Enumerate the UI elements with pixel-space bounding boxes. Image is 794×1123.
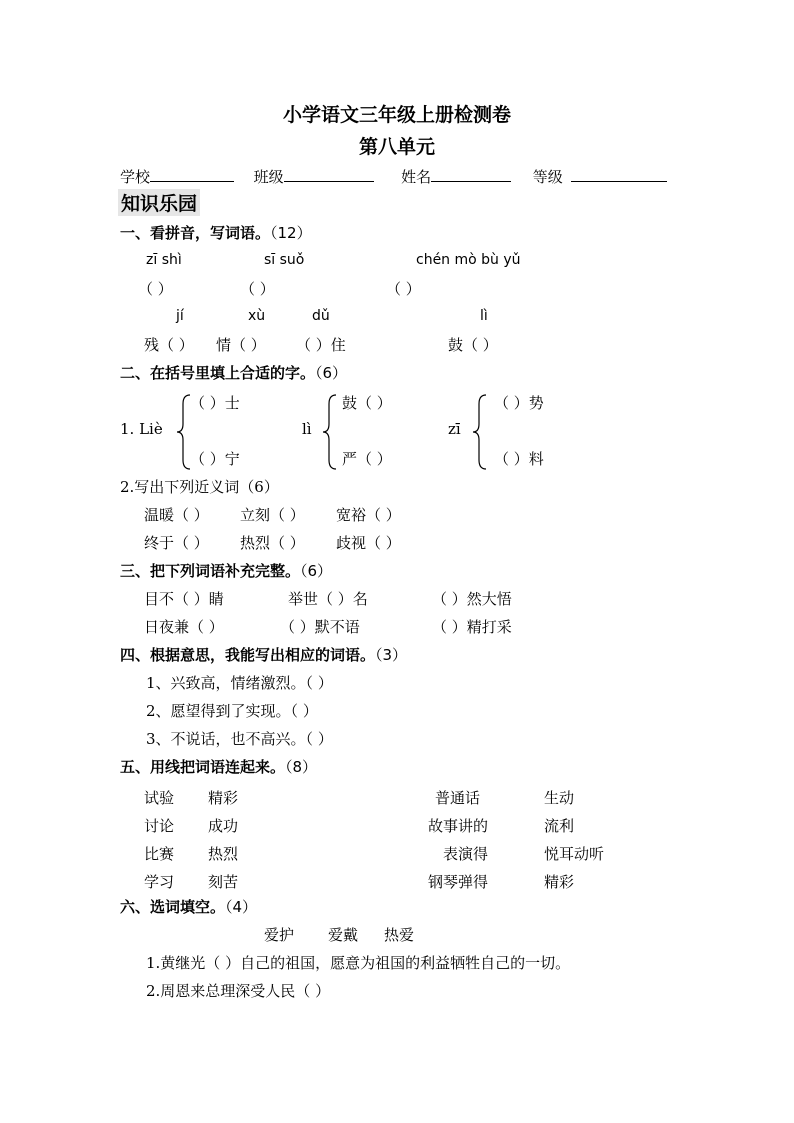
answer-box-3[interactable]: （ ） <box>386 280 421 298</box>
section-6-title: 六、选词填空。（4） <box>120 898 258 916</box>
meaning-1[interactable]: 1、兴致高，情绪激烈。（ ） <box>146 674 333 692</box>
g1-item-1[interactable]: （ ）士 <box>190 394 240 412</box>
match-item[interactable]: 学习 <box>144 873 175 891</box>
syn-4[interactable]: 终于（ ） <box>144 534 209 552</box>
section-1-title: 一、看拼音，写词语。（12） <box>120 224 312 242</box>
match-item[interactable]: 生动 <box>544 789 575 807</box>
syn-3[interactable]: 宽裕（ ） <box>336 506 401 524</box>
pinyin-3: chén mò bù yǔ <box>416 252 521 268</box>
pinyin-ji: jí <box>176 308 184 324</box>
word-2[interactable]: 情（ ） <box>216 336 266 354</box>
zone-label: 知识乐园 <box>118 189 200 216</box>
pinyin-xu: xù <box>248 308 266 324</box>
g3-label: zī <box>448 420 461 438</box>
class-field[interactable] <box>284 167 374 182</box>
match-item[interactable]: 故事讲的 <box>427 817 488 835</box>
school-label: 学校 <box>120 168 151 186</box>
match-item[interactable]: 试验 <box>144 789 175 807</box>
match-item[interactable]: 热烈 <box>208 845 239 863</box>
fill-q2[interactable]: 2.周恩来总理深受人民（ ） <box>146 982 331 1000</box>
pinyin-li: lì <box>480 308 488 324</box>
g3-item-1[interactable]: （ ）势 <box>494 394 544 412</box>
name-label: 姓名 <box>401 168 432 186</box>
grade-label: 等级 <box>532 168 563 186</box>
q1-label: 1. Liè <box>120 420 163 438</box>
g2-item-1[interactable]: 鼓（ ） <box>342 394 392 412</box>
match-item[interactable]: 比赛 <box>144 845 175 863</box>
section-5-title: 五、用线把词语连起来。（8） <box>120 758 318 776</box>
brace-3 <box>472 394 488 470</box>
g3-item-2[interactable]: （ ）料 <box>494 450 544 468</box>
match-col-3 <box>416 784 488 896</box>
word-1[interactable]: 残（ ） <box>144 336 194 354</box>
section-4-title: 四、根据意思，我能写出相应的词语。（3） <box>120 646 408 664</box>
g2-item-2[interactable]: 严（ ） <box>342 450 392 468</box>
q2-title: 2.写出下列近义词（6） <box>120 478 279 496</box>
answer-box-2[interactable]: （ ） <box>240 280 275 298</box>
match-item[interactable]: 刻苦 <box>208 873 239 891</box>
match-col-2 <box>208 784 238 896</box>
option-1: 爱护 <box>264 926 295 944</box>
section-3-title: 三、把下列词语补充完整。（6） <box>120 562 333 580</box>
class-label: 班级 <box>253 168 284 186</box>
brace-2 <box>322 394 338 470</box>
match-item[interactable]: 钢琴弹得 <box>427 873 488 891</box>
match-col-4 <box>544 784 604 896</box>
answer-box-1[interactable]: （ ） <box>138 280 173 298</box>
option-2: 爱戴 <box>328 926 359 944</box>
g2-label: lì <box>302 420 312 438</box>
option-3: 热爱 <box>384 926 415 944</box>
match-item[interactable]: 普通话 <box>434 789 480 807</box>
syn-5[interactable]: 热烈（ ） <box>240 534 305 552</box>
idiom-4[interactable]: 日夜兼（ ） <box>144 618 224 636</box>
g1-item-2[interactable]: （ ）宁 <box>190 450 240 468</box>
section-2-title: 二、在括号里填上合适的字。（6） <box>120 364 348 382</box>
idiom-2[interactable]: 举世（ ）名 <box>288 590 368 608</box>
meaning-2[interactable]: 2、愿望得到了实现。（ ） <box>146 702 318 720</box>
match-item[interactable]: 流利 <box>544 817 575 835</box>
pinyin-du: dǔ <box>312 308 330 324</box>
match-item[interactable]: 表演得 <box>442 845 488 863</box>
word-4[interactable]: 鼓（ ） <box>448 336 498 354</box>
school-field[interactable] <box>150 167 234 182</box>
idiom-6[interactable]: （ ）精打采 <box>432 618 512 636</box>
fill-q1[interactable]: 1.黄继光（ ）自己的祖国，愿意为祖国的利益牺牲自己的一切。 <box>146 954 571 972</box>
match-item[interactable]: 精彩 <box>208 789 239 807</box>
match-item[interactable]: 讨论 <box>144 817 175 835</box>
meaning-3[interactable]: 3、不说话，也不高兴。（ ） <box>146 730 333 748</box>
page-subtitle: 第八单元 <box>358 136 435 158</box>
match-item[interactable]: 精彩 <box>544 873 575 891</box>
pinyin-1: zī shì <box>146 252 182 268</box>
word-3[interactable]: （ ）住 <box>296 336 346 354</box>
syn-1[interactable]: 温暖（ ） <box>144 506 209 524</box>
match-col-1 <box>144 784 174 896</box>
idiom-3[interactable]: （ ）然大悟 <box>432 590 512 608</box>
grade-field[interactable] <box>571 167 667 182</box>
syn-2[interactable]: 立刻（ ） <box>240 506 305 524</box>
match-item[interactable]: 成功 <box>208 817 239 835</box>
header-fields <box>120 166 667 187</box>
name-field[interactable] <box>431 167 511 182</box>
idiom-5[interactable]: （ ）默不语 <box>280 618 360 636</box>
syn-6[interactable]: 歧视（ ） <box>336 534 401 552</box>
pinyin-2: sī suǒ <box>264 252 305 268</box>
page-title: 小学语文三年级上册检测卷 <box>282 104 511 126</box>
match-item[interactable]: 悦耳动听 <box>544 845 605 863</box>
idiom-1[interactable]: 目不（ ）睛 <box>144 590 224 608</box>
